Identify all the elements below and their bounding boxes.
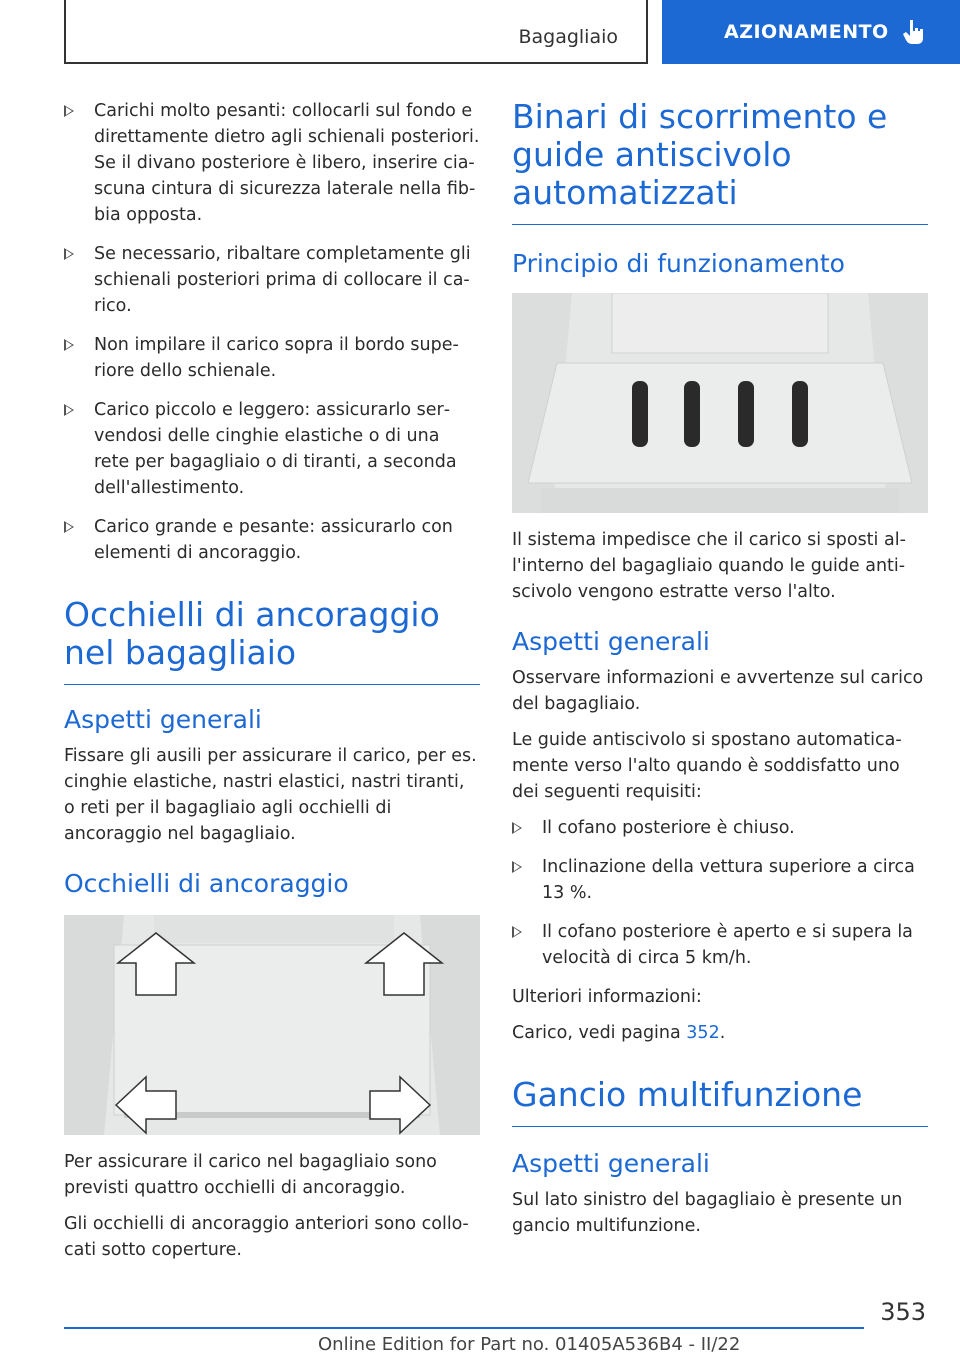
header-chapter-title: AZIONAMENTO bbox=[724, 21, 889, 43]
header-chapter-tab bbox=[662, 0, 960, 64]
paragraph: Carico, vedi pagina 352. bbox=[512, 1023, 726, 1043]
paragraph: Sul lato sinistro del bagagliaio è presente un gancio multifunzione. bbox=[512, 1190, 903, 1236]
right-column bbox=[512, 98, 928, 1249]
paragraph: Fissare gli ausili per assicurare il carico, per es. cinghie elastiche, nastri elastici, nastri tiranti, o reti per il bagagliaio agli occhielli di ancoraggio nel bagagliaio. bbox=[64, 746, 477, 844]
list-item: Carico grande e pesante: assicurarlo con elementi di ancoraggio. bbox=[64, 514, 480, 566]
subsection-heading: Principio di funzionamento bbox=[512, 249, 845, 278]
anti-slip-rails-illustration bbox=[512, 293, 928, 513]
list-item: Il cofano posteriore è chiuso. bbox=[512, 815, 928, 841]
anchor-eyes-illustration bbox=[64, 915, 480, 1135]
footer-divider bbox=[64, 1327, 864, 1329]
paragraph: Il sistema impedisce che il carico si sposti all'interno del bagagliaio quando le guide antiscivolo vengono estratte verso l'alto. bbox=[512, 530, 906, 602]
section-heading: Occhielli di ancoraggio nel bagagliaio bbox=[64, 596, 480, 685]
paragraph: Per assicurare il carico nel bagagliaio sono previsti quattro occhielli di ancoraggio. bbox=[64, 1152, 437, 1198]
section-heading: Binari di scorrimento e guide antiscivolo automatizzati bbox=[512, 98, 928, 225]
header-section-title: Bagagliaio bbox=[518, 26, 618, 48]
paragraph: Gli occhielli di ancoraggio anteriori sono collocati sotto coperture. bbox=[64, 1214, 469, 1260]
subsection-heading: Aspetti generali bbox=[512, 1149, 710, 1178]
list-item: Inclinazione della vettura superiore a circa 13 %. bbox=[512, 854, 928, 906]
subsection-heading: Occhielli di ancoraggio bbox=[64, 869, 349, 898]
subsection-heading: Aspetti generali bbox=[64, 705, 262, 734]
list-item: Carichi molto pesanti: collocarli sul fondo e direttamente dietro agli schienali posteriori. Se il divano posteriore è libero, inserire ciascuna cintura di sicurezza laterale nella fibbia opposta. bbox=[64, 98, 480, 228]
left-column bbox=[64, 98, 480, 1273]
list-item: Se necessario, ribaltare completamente gli schienali posteriori prima di collocare il carico. bbox=[64, 241, 480, 319]
subsection-heading: Aspetti generali bbox=[512, 627, 710, 656]
paragraph: Le guide antiscivolo si spostano automaticamente verso l'alto quando è soddisfatto uno dei seguenti requisiti: bbox=[512, 730, 902, 802]
page-reference-link[interactable]: 352 bbox=[686, 1023, 720, 1043]
list-item: Non impilare il carico sopra il bordo superiore dello schienale. bbox=[64, 332, 480, 384]
section-heading: Gancio multifunzione bbox=[512, 1076, 928, 1127]
paragraph: Osservare informazioni e avvertenze sul carico del bagagliaio. bbox=[512, 668, 924, 714]
list-item: Il cofano posteriore è aperto e si supera la velocità di circa 5 km/h. bbox=[512, 919, 928, 971]
paragraph: Ulteriori informazioni: bbox=[512, 987, 702, 1007]
pointing-hand-icon bbox=[901, 18, 925, 46]
header-section-box bbox=[64, 0, 648, 64]
list-item: Carico piccolo e leggero: assicurarlo servendosi delle cinghie elastiche o di una rete per bagagliaio o di tiranti, a seconda dell'allestimento. bbox=[64, 397, 480, 501]
footer-edition: Online Edition for Part no. 01405A536B4 - II/22 bbox=[318, 1334, 741, 1355]
page-number: 353 bbox=[880, 1298, 926, 1326]
